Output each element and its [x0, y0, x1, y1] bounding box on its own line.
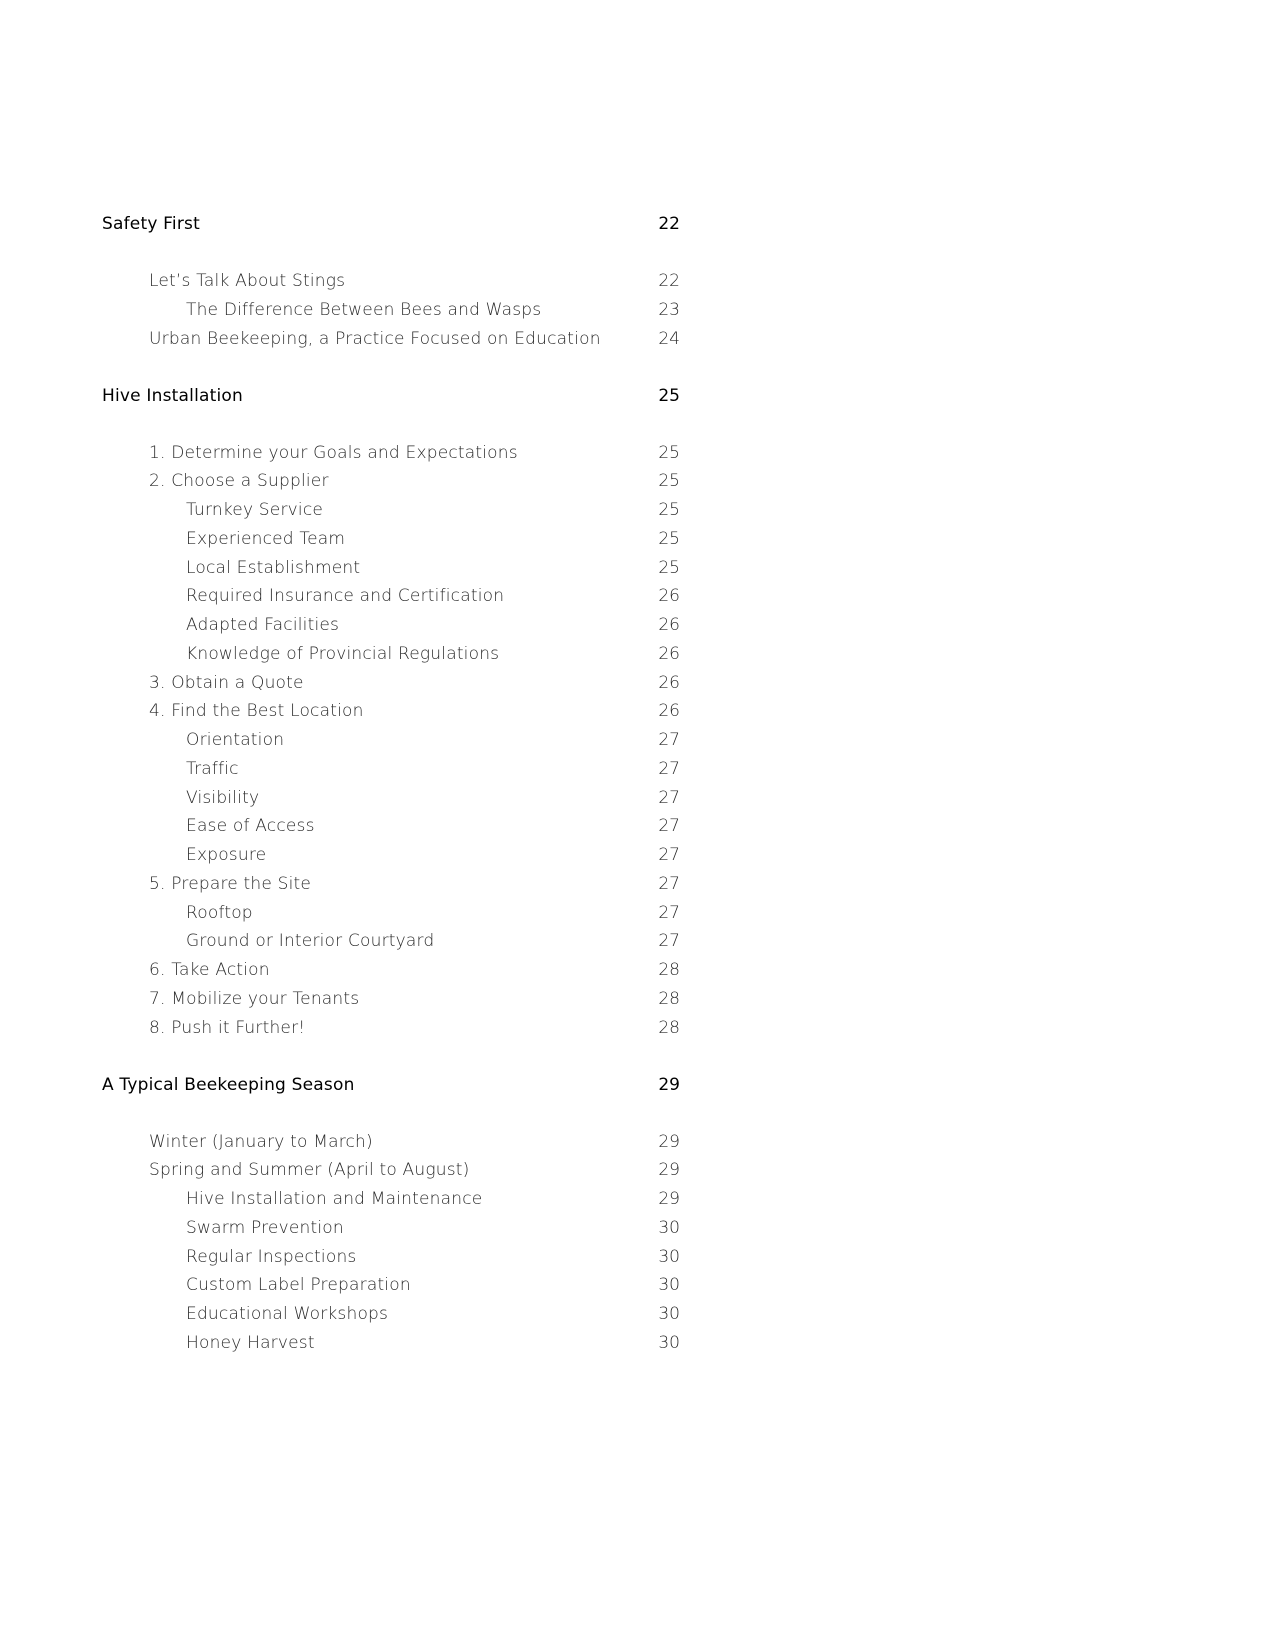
entry-title: Experienced Team: [186, 528, 346, 549]
toc-subentry: [0, 755, 1275, 783]
toc-subentry: [0, 899, 1275, 927]
entry-title: Local Establishment: [186, 557, 361, 578]
entry-title: Exposure: [186, 845, 267, 865]
entry-title: 7. Mobilize your Tenants: [149, 988, 360, 1009]
toc-section-heading: [0, 382, 1275, 410]
page-number: 25: [658, 442, 680, 463]
entry-title: Urban Beekeeping, a Practice Focused on Education: [149, 328, 601, 349]
toc-subentry: [0, 582, 1275, 610]
entry-title: Custom Label Preparation: [186, 1275, 411, 1296]
entry-title: 2. Choose a Supplier: [149, 471, 329, 492]
entry-title: Traffic: [186, 758, 239, 779]
page-number: 25: [658, 528, 680, 549]
page-number: 27: [658, 787, 680, 808]
toc-entry: [0, 325, 1275, 353]
page-number: 25: [658, 500, 680, 520]
entry-title: Spring and Summer (April to August): [149, 1160, 470, 1181]
toc-subentry: [0, 784, 1275, 812]
entry-title: 1. Determine your Goals and Expectations: [149, 442, 518, 463]
page-number: 28: [658, 1017, 680, 1038]
section-title: Hive Installation: [102, 385, 243, 406]
toc-entry: [0, 669, 1275, 697]
page-number: 26: [658, 586, 680, 607]
page-number: 25: [658, 557, 680, 578]
entry-title: Required Insurance and Certification: [186, 586, 505, 607]
toc-entry: [0, 439, 1275, 467]
toc-subentry: [0, 726, 1275, 754]
toc-subentry: [0, 554, 1275, 582]
entry-title: Turnkey Service: [186, 500, 324, 520]
toc-entry: [0, 985, 1275, 1013]
entry-title: Regular Inspections: [186, 1246, 357, 1267]
page-number: 29: [658, 1131, 680, 1152]
page-number: 27: [658, 730, 680, 750]
entry-title: Adapted Facilities: [186, 615, 340, 635]
page-number: 22: [658, 214, 680, 234]
toc-subentry: [0, 296, 1275, 324]
entry-title: Swarm Prevention: [186, 1217, 344, 1238]
entry-title: Honey Harvest: [186, 1332, 315, 1353]
page-number: 29: [658, 1160, 680, 1181]
toc-subentry: [0, 812, 1275, 840]
entry-title: 8. Push it Further!: [149, 1017, 306, 1038]
page-number: 27: [658, 845, 680, 865]
section-title: A Typical Beekeeping Season: [102, 1074, 355, 1095]
toc-subentry: [0, 927, 1275, 955]
page-number: 25: [658, 471, 680, 492]
toc-subentry: [0, 1185, 1275, 1213]
toc-entry: [0, 467, 1275, 495]
entry-title: 6. Take Action: [149, 960, 270, 980]
toc-subentry: [0, 611, 1275, 639]
toc-entry: [0, 1128, 1275, 1156]
page-number: 27: [658, 816, 680, 837]
page-number: 26: [658, 643, 680, 664]
toc-entry: [0, 1014, 1275, 1042]
page-number: 28: [658, 988, 680, 1009]
toc-section-heading: [0, 210, 1275, 238]
toc-entry: [0, 1156, 1275, 1184]
toc-subentry: [0, 1214, 1275, 1242]
page-number: 27: [658, 931, 680, 952]
page-number: 28: [658, 960, 680, 980]
page-number: 29: [658, 1074, 680, 1095]
entry-title: 5. Prepare the Site: [149, 873, 312, 894]
page-number: 26: [658, 701, 680, 722]
entry-title: Educational Workshops: [186, 1304, 389, 1324]
page-number: 30: [658, 1332, 680, 1353]
page-number: 30: [658, 1217, 680, 1238]
page-number: 24: [658, 328, 680, 349]
entry-title: Ease of Access: [186, 816, 315, 837]
entry-title: Visibility: [186, 787, 260, 808]
toc-subentry: [0, 1271, 1275, 1299]
page-number: 23: [658, 299, 680, 320]
entry-title: Orientation: [186, 730, 285, 750]
entry-title: Rooftop: [186, 902, 253, 923]
entry-title: Winter (January to March): [149, 1131, 373, 1152]
toc-entry: [0, 956, 1275, 984]
section-title: Safety First: [102, 214, 200, 234]
page-number: 22: [658, 271, 680, 291]
entry-title: Knowledge of Provincial Regulations: [186, 643, 500, 664]
toc-subentry: [0, 496, 1275, 524]
toc-section-heading: [0, 1071, 1275, 1099]
entry-title: 4. Find the Best Location: [149, 701, 364, 722]
toc-subentry: [0, 841, 1275, 869]
page-number: 26: [658, 615, 680, 635]
toc-entry: [0, 697, 1275, 725]
page-number: 30: [658, 1246, 680, 1267]
page-number: 30: [658, 1304, 680, 1324]
toc-subentry: [0, 640, 1275, 668]
page-number: 29: [658, 1189, 680, 1209]
toc-subentry: [0, 1243, 1275, 1271]
page-number: 27: [658, 902, 680, 923]
page-number: 30: [658, 1275, 680, 1296]
page-number: 27: [658, 873, 680, 894]
entry-title: Ground or Interior Courtyard: [186, 931, 435, 952]
page-number: 25: [658, 385, 680, 406]
toc-subentry: [0, 525, 1275, 553]
toc-subentry: [0, 1329, 1275, 1357]
page-number: 26: [658, 672, 680, 693]
toc-subentry: [0, 1300, 1275, 1328]
entry-title: Let’s Talk About Stings: [149, 271, 346, 291]
entry-title: Hive Installation and Maintenance: [186, 1189, 483, 1209]
toc-entry: [0, 267, 1275, 295]
page-number: 27: [658, 758, 680, 779]
entry-title: The Difference Between Bees and Wasps: [186, 299, 542, 320]
entry-title: 3. Obtain a Quote: [149, 672, 304, 693]
toc-entry: [0, 870, 1275, 898]
